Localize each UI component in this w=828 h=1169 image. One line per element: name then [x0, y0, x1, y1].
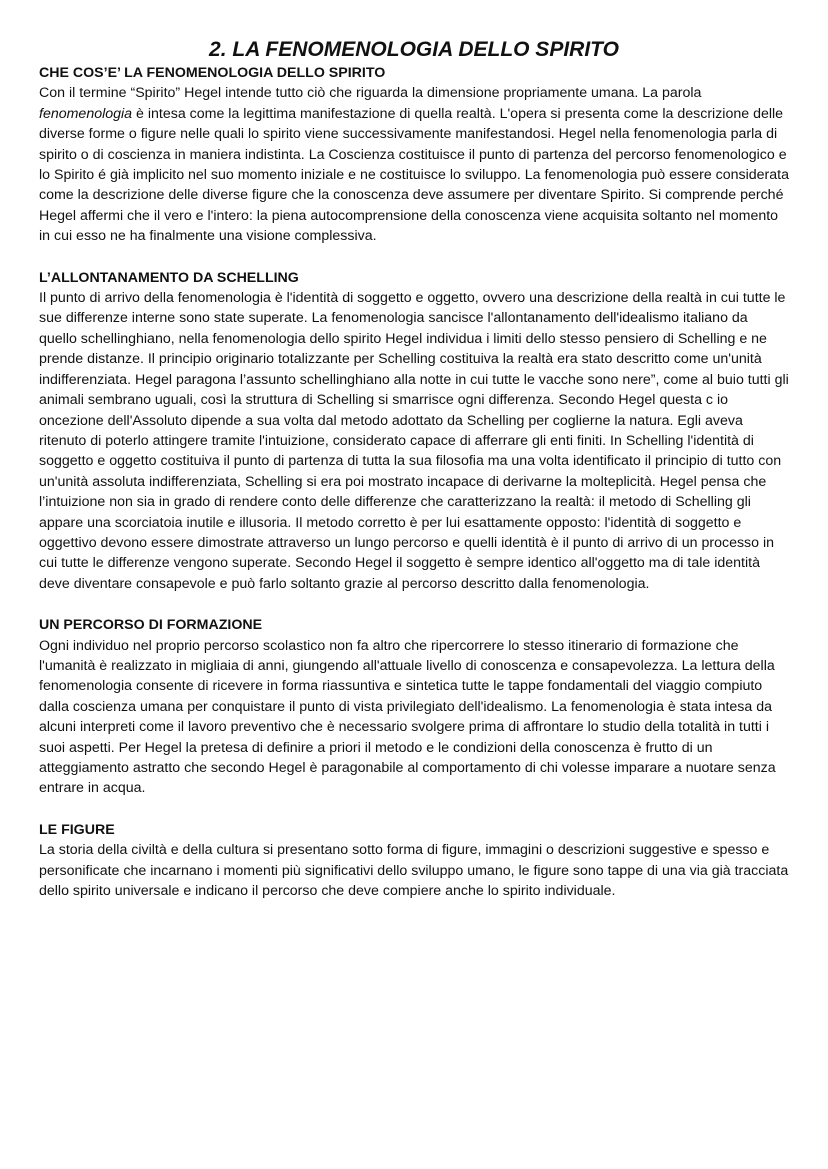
- paragraph-text: è intesa come la legittima manifestazione di quella realtà. L'opera si presenta come la descrizione delle diverse forme o figure nelle quali lo spirito viene successivamente manifestandosi. Hegel nella fenomenologia parla di spirito o di coscienza in maniera indistinta. La Coscienza costituisce il punto di partenza del percorso fenomenologico e lo Spirito é già implicito nel suo momento iniziale e ne costituisce lo sviluppo. La fenomenologia può essere considerata come la descrizione delle diverse figure che la conoscenza deve assumere per diventare Spirito. Si comprende perché Hegel affermi che il vero e l'intero: la piena autocomprensione della conoscenza viene acquisita soltanto nel momento in cui esso ne ha finalmente una visione complessiva.: [39, 105, 789, 245]
- section-percorso: [39, 615, 789, 799]
- paragraph-text: Con il termine “Spirito” Hegel intende tutto ciò che riguarda la dimensione propriamente umana. La parola: [39, 85, 702, 102]
- section-heading: L’ALLONTANAMENTO DA SCHELLING: [39, 269, 299, 286]
- document-title: 2. LA FENOMENOLOGIA DELLO SPIRITO: [209, 38, 619, 61]
- section-heading: LE FIGURE: [39, 821, 115, 838]
- section-paragraph: La storia della civiltà e della cultura si presentano sotto forma di figure, immagini o descrizioni suggestive e spesso e personificate che incarnano i momenti più significativi dello sviluppo umano, le figure sono tappe di una via già tracciata dello spirito universale e indicano il percorso che deve compiere anche lo spirito individuale.: [39, 842, 789, 900]
- section-paragraph: [39, 83, 789, 246]
- section-heading: UN PERCORSO DI FORMAZIONE: [39, 617, 263, 634]
- section-heading: CHE COS’E’ LA FENOMENOLOGIA DELLO SPIRITO: [39, 65, 386, 81]
- document-page: [39, 36, 789, 901]
- italic-term: fenomenologia: [39, 105, 133, 122]
- section-paragraph: Il punto di arrivo della fenomenologia è l'identità di soggetto e oggetto, ovvero una descrizione della realtà in cui tutte le sue differenze interne sono state superate. La fenomenologia sancisce l'allontanamento dell'idealismo italiano da quello schellinghiano, nella fenomenologia dello spirito Hegel individua i limiti dello stesso pensiero di Schelling e ne prende distanze. Il principio originario totalizzante per Schelling costituiva la realtà era stato descritto come un'unità indifferenziata. Hegel paragona l’assunto schellinghiano alla notte in cui tutte le vacche sono nere”, come al buio tutti gli animali sembrano uguali, così la struttura di Schelling si smarrisce ogni differenza. Secondo Hegel questa c io oncezione dell'Assoluto dipende a sua volta dal metodo adottato da Schelling per coglierne la natura. Egli aveva ritenuto di poterlo attingere tramite l'intuizione, considerato capace di afferrare gli enti finiti. In Schelling l'identità di soggetto e oggetto costituiva il punto di partenza di tutta la sua filosofia ma una volta identificato il principio di tutto con un'unità assoluta indifferenziata, Schelling si era poi mostrato incapace di derivarne la molteplicità. Hegel pensa che l’intuizione non sia in grado di rendere conto delle differenze che caratterizzano la realtà: il metodo di Schelling gli appare una scorciatoia inutile e illusoria. Il metodo corretto è per lui esattamente opposto: l'identità di soggetto e oggettivo devono essere dimostrate attraverso un lungo percorso e quelli identità è il punto di arrivo di un processo in cui tutte le differenze vengono superate. Secondo Hegel il soggetto è sempre identico all'oggetto ma di tale identità deve diventare consapevole e può farlo soltanto grazie al percorso descritto dalla fenomenologia.: [39, 290, 789, 592]
- section-figure: [39, 820, 789, 902]
- section-allontanamento: [39, 268, 789, 595]
- section-paragraph: Ogni individuo nel proprio percorso scolastico non fa altro che ripercorrere lo stesso itinerario di formazione che l'umanità è realizzato in migliaia di anni, giungendo all'attuale livello di conoscenza e consapevolezza. La lettura della fenomenologia consente di ricevere in forma riassuntiva e sintetica tutte le tappe fondamentali del viaggio compiuto dalla coscienza umana per conquistare il punto di vista privilegiato dell'idealismo. La fenomenologia è stata intesa da alcuni interpreti come il lavoro preventivo che è necessario svolgere prima di affrontare lo studio della totalità in tutti i suoi aspetti. Per Hegel la pretesa di definire a priori il metodo e le condizioni della conoscenza è frutto di un atteggiamento astratto che secondo Hegel è paragonabile al comportamento di chi volesse imparare a nuotare senza entrare in acqua.: [39, 637, 776, 797]
- section-che-cose: [39, 63, 789, 247]
